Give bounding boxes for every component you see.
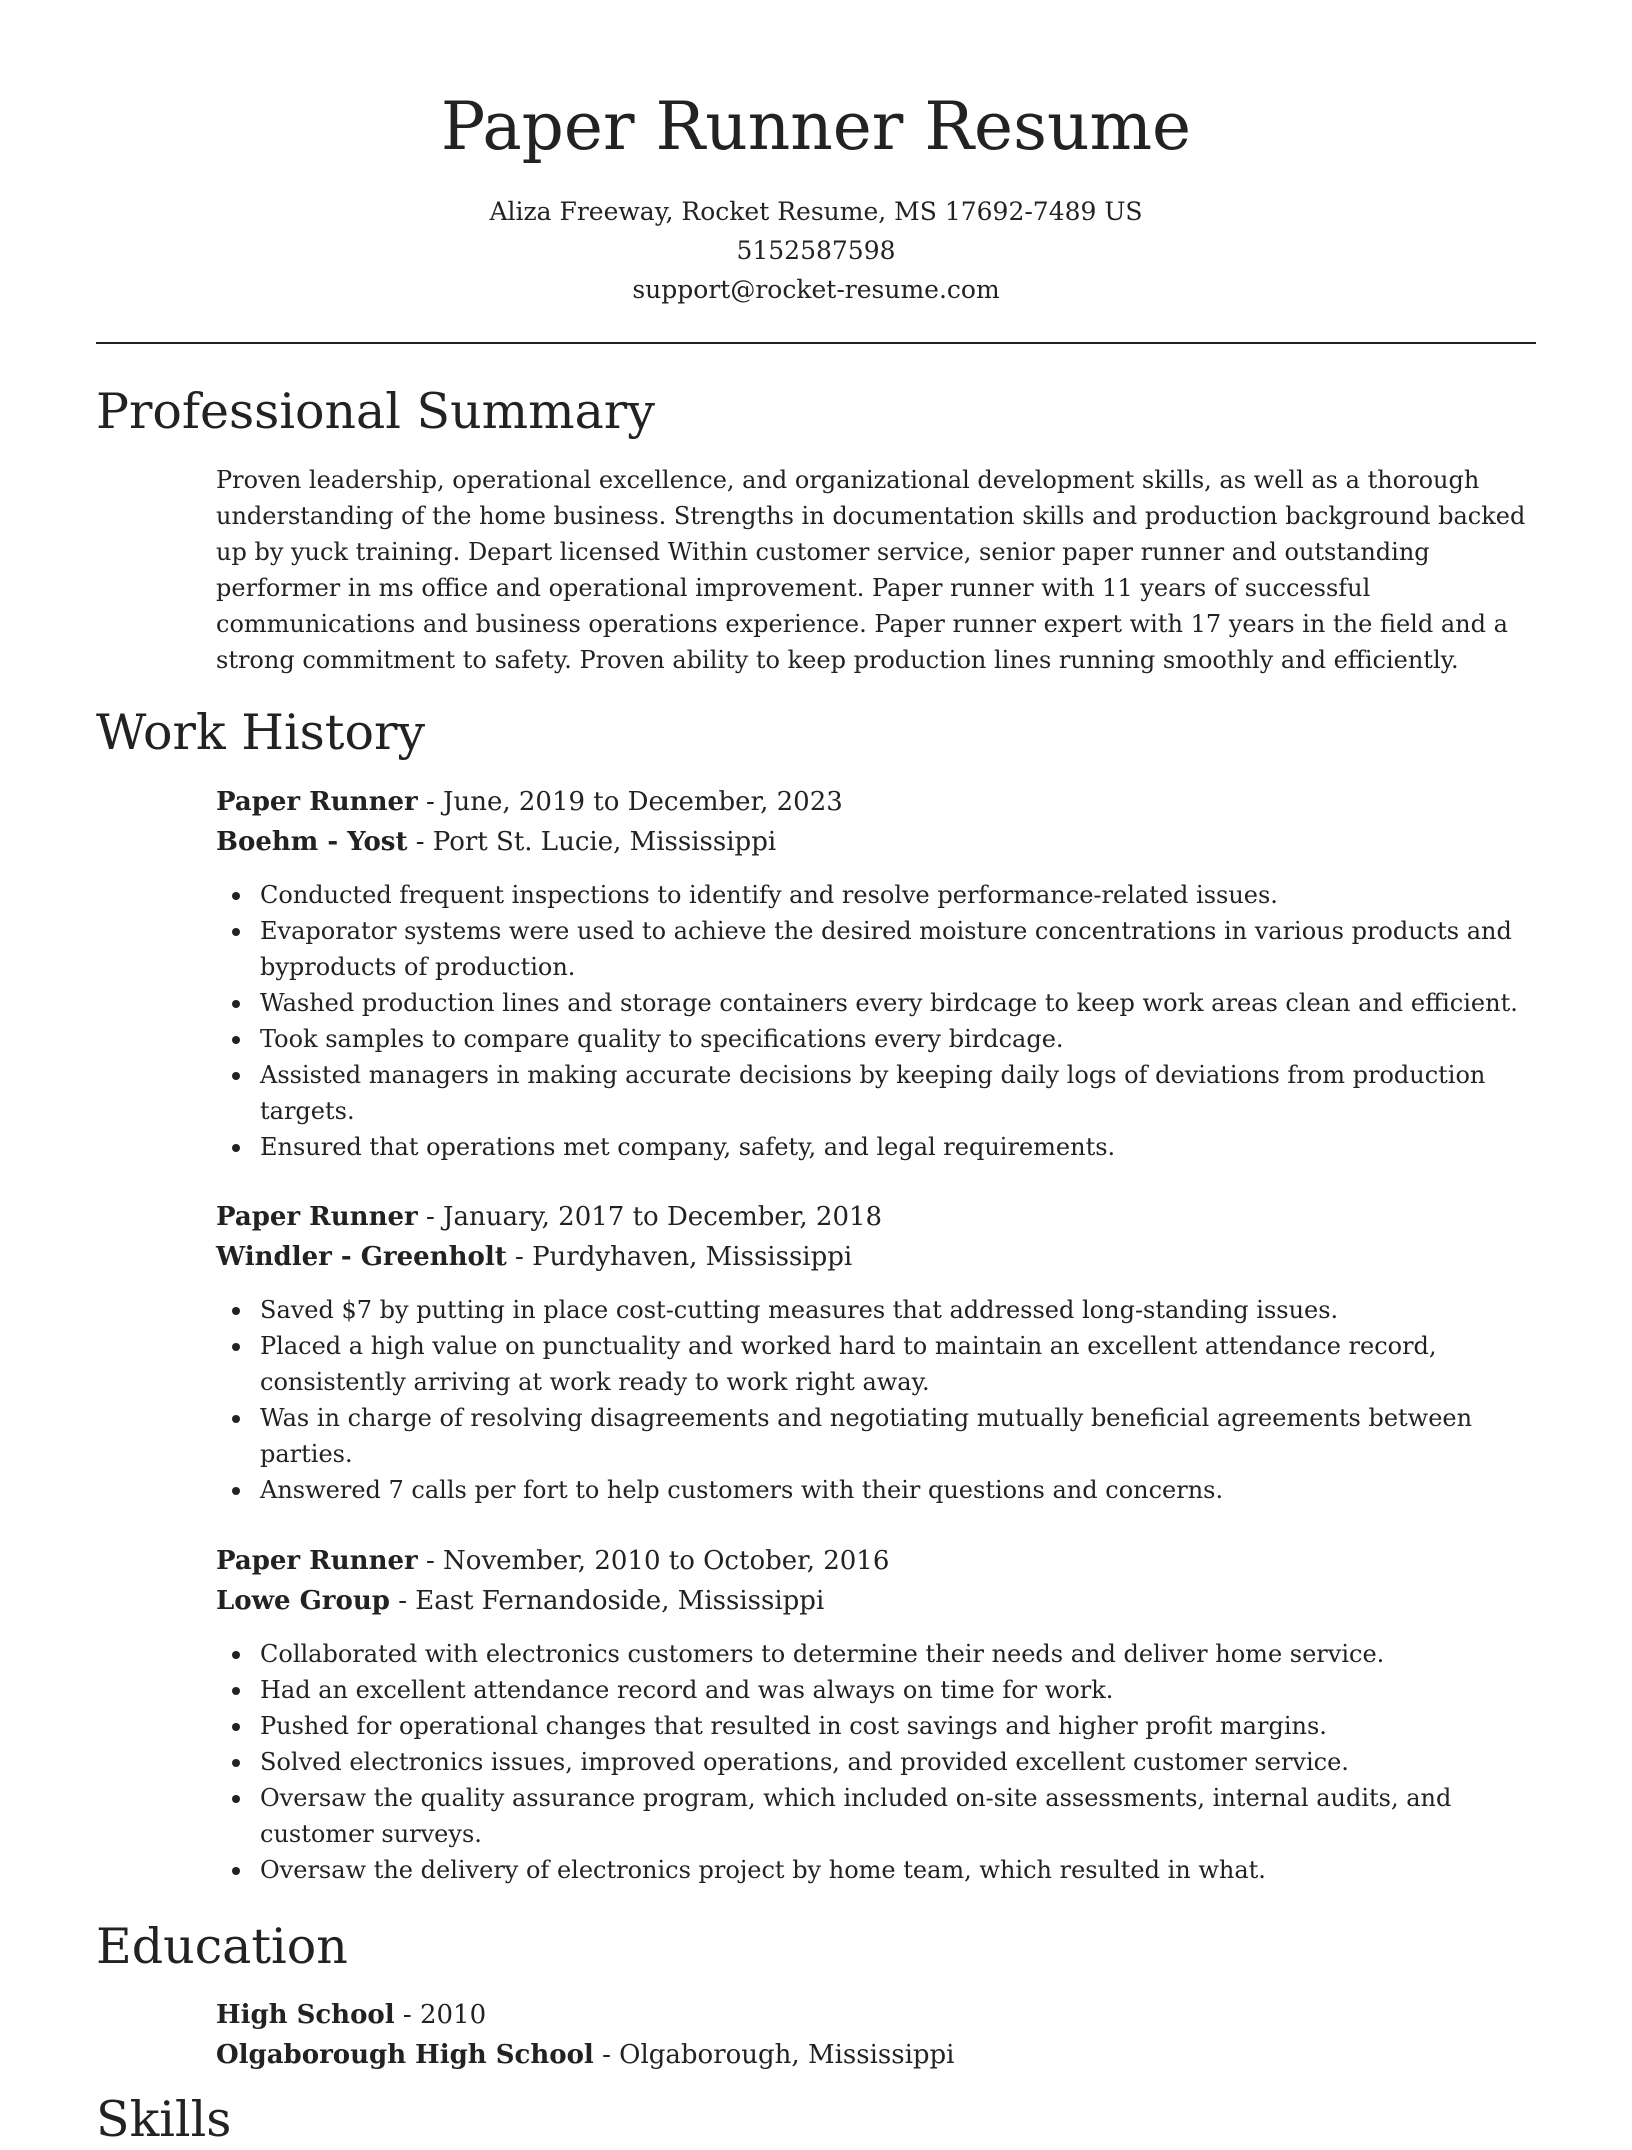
job-bullet: Evaporator systems were used to achieve the desired moisture concentrations in various products and byproducts of production. [216, 913, 1538, 985]
summary-heading: Professional Summary [96, 383, 655, 440]
bullet-dot-icon [232, 1000, 240, 1008]
job-company-line [216, 1581, 1538, 1621]
job-dates: - January, 2017 to December, 2018 [417, 1202, 883, 1232]
education-school: Olgaborough High School [216, 2040, 594, 2070]
work-history-heading: Work History [96, 704, 426, 761]
job-bullet: Solved electronics issues, improved operations, and provided excellent customer service. [216, 1744, 1538, 1780]
education-heading: Education [96, 1918, 348, 1975]
job-location: - Purdyhaven, Mississippi [506, 1242, 853, 1272]
job-entry [216, 1541, 1538, 1888]
education-degree-line [216, 1995, 1538, 2035]
summary-text: Proven leadership, operational excellence, and organizational development skills, as well as a thorough understanding of the home business. Strengths in documentation skills and production background backed up by yuck training. Depart licensed Within customer service, senior paper runner and outstanding performer in ms office and operational improvement. Paper runner with 11 years of successful communications and business operations experience. Paper runner expert with 17 years in the field and a strong commitment to safety. Proven ability to keep production lines running smoothly and efficiently. [216, 466, 1526, 674]
job-bullet: Conducted frequent inspections to identify and resolve performance-related issues. [216, 877, 1538, 913]
bullet-dot-icon [232, 1144, 240, 1152]
job-bullet: Ensured that operations met company, safety, and legal requirements. [216, 1129, 1538, 1165]
resume-title: Paper Runner Resume [440, 88, 1192, 165]
job-bullet: Was in charge of resolving disagreements and negotiating mutually beneficial agreements between parties. [216, 1400, 1538, 1472]
job-company: Boehm - Yost [216, 827, 408, 857]
job-role: Paper Runner [216, 787, 418, 817]
education-entry [216, 1995, 1538, 2075]
bullet-dot-icon [232, 1759, 240, 1767]
education-location: - Olgaborough, Mississippi [593, 2040, 955, 2070]
job-location: - Port St. Lucie, Mississippi [407, 827, 777, 857]
bullet-dot-icon [232, 1307, 240, 1315]
job-bullet: Pushed for operational changes that resulted in cost savings and higher profit margins. [216, 1708, 1538, 1744]
job-bullet: Placed a high value on punctuality and worked hard to maintain an excellent attendance record, consistently arriving at work ready to work right away. [216, 1328, 1538, 1400]
header-divider [96, 342, 1536, 344]
job-entry [216, 1197, 1538, 1508]
education-school-line [216, 2035, 1538, 2075]
job-bullet: Washed production lines and storage containers every birdcage to keep work areas clean and efficient. [216, 985, 1538, 1021]
job-bullet-list [216, 1636, 1538, 1888]
bullet-dot-icon [232, 1343, 240, 1351]
contact-phone: 5152587598 [736, 236, 896, 265]
job-bullet: Oversaw the quality assurance program, which included on-site assessments, internal audits, and customer surveys. [216, 1780, 1538, 1852]
education-year: - 2010 [394, 2000, 487, 2030]
bullet-dot-icon [232, 1867, 240, 1875]
job-bullet: Saved $7 by putting in place cost-cutting measures that addressed long-standing issues. [216, 1292, 1538, 1328]
job-location: - East Fernandoside, Mississippi [389, 1586, 825, 1616]
bullet-dot-icon [232, 928, 240, 936]
job-company-line [216, 1237, 1538, 1277]
skills-heading: Skills [96, 2091, 232, 2148]
job-bullet: Collaborated with electronics customers to determine their needs and deliver home service. [216, 1636, 1538, 1672]
job-bullet: Oversaw the delivery of electronics project by home team, which resulted in what. [216, 1852, 1538, 1888]
job-bullet-list [216, 877, 1538, 1165]
job-bullet: Had an excellent attendance record and was always on time for work. [216, 1672, 1538, 1708]
bullet-dot-icon [232, 1487, 240, 1495]
job-role: Paper Runner [216, 1202, 418, 1232]
job-company: Lowe Group [216, 1586, 390, 1616]
job-bullet-list [216, 1292, 1538, 1508]
job-title-line [216, 782, 1538, 822]
job-company: Windler - Greenholt [216, 1242, 507, 1272]
skills-heading-clipped [96, 2090, 396, 2148]
resume-header [96, 84, 1536, 309]
job-role: Paper Runner [216, 1546, 418, 1576]
job-entry [216, 782, 1538, 1165]
contact-address: Aliza Freeway, Rocket Resume, MS 17692-7489 US [489, 197, 1143, 226]
job-title-line [216, 1541, 1538, 1581]
contact-email: support@rocket-resume.com [632, 275, 1000, 304]
job-title-line [216, 1197, 1538, 1237]
bullet-dot-icon [232, 892, 240, 900]
education-degree: High School [216, 2000, 395, 2030]
job-bullet: Assisted managers in making accurate decisions by keeping daily logs of deviations from production targets. [216, 1057, 1538, 1129]
bullet-dot-icon [232, 1415, 240, 1423]
job-dates: - June, 2019 to December, 2023 [417, 787, 843, 817]
job-company-line [216, 822, 1538, 862]
job-dates: - November, 2010 to October, 2016 [417, 1546, 890, 1576]
job-bullet: Took samples to compare quality to specifications every birdcage. [216, 1021, 1538, 1057]
bullet-dot-icon [232, 1795, 240, 1803]
bullet-dot-icon [232, 1036, 240, 1044]
bullet-dot-icon [232, 1687, 240, 1695]
job-bullet: Answered 7 calls per fort to help customers with their questions and concerns. [216, 1472, 1538, 1508]
bullet-dot-icon [232, 1072, 240, 1080]
summary-block [216, 462, 1538, 678]
bullet-dot-icon [232, 1651, 240, 1659]
bullet-dot-icon [232, 1723, 240, 1731]
